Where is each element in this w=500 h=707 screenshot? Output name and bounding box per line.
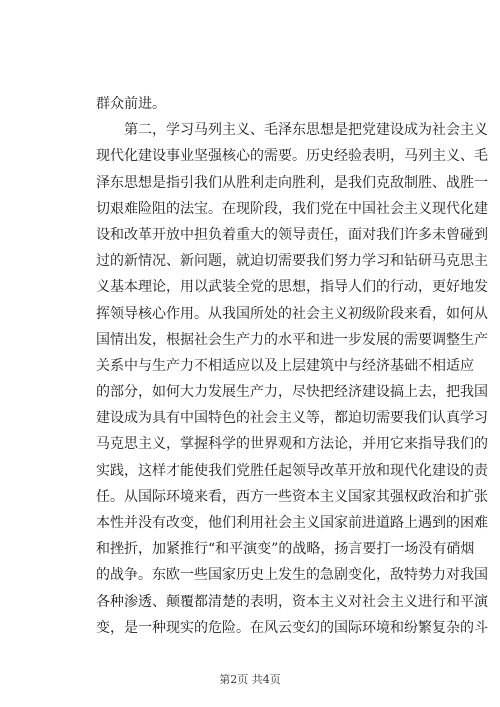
text-line: 和挫折，加紧推行“和平演变”的战略，扬言要打一场没有硝烟 bbox=[96, 541, 475, 558]
text-line: 挥领导核心作用。从我国所处的社会主义初级阶段来看，如何从 bbox=[96, 305, 488, 322]
text-line: 变，是一种现实的危险。在风云变幻的国际环境和纷繁复杂的斗 bbox=[96, 619, 488, 636]
text-line: 切艰难险阻的法宝。在现阶段，我们党在中国社会主义现代化建 bbox=[96, 200, 488, 217]
text-line: 国情出发，根据社会生产力的水平和进一步发展的需要调整生产 bbox=[96, 331, 488, 348]
text-line: 群众前进。 bbox=[96, 96, 166, 112]
text-line: 关系中与生产力不相适应以及上层建筑中与经济基础不相适应 bbox=[96, 357, 474, 374]
text-line: 的战争。东欧一些国家历史上发生的急剧变化，敌特势力对我国 bbox=[96, 567, 488, 584]
text-line: 本性并没有改变，他们利用社会主义国家前进道路上遇到的困难 bbox=[96, 515, 488, 531]
page-footer: 第2页 共4页 bbox=[219, 673, 281, 686]
text-line: 各种渗透、颠覆都清楚的表明，资本主义对社会主义进行和平演 bbox=[96, 593, 488, 610]
text-line: 实践，这样才能使我们党胜任起领导改革开放和现代化建设的责 bbox=[96, 462, 488, 479]
body-text bbox=[96, 91, 488, 641]
text-line: 现代化建设事业坚强核心的需要。历史经验表明，马列主义、毛 bbox=[96, 148, 488, 165]
text-line: 第二，学习马列主义、毛泽东思想是把党建设成为社会主义 bbox=[124, 122, 488, 139]
text-line: 任。从国际环境来看，西方一些资本主义国家其强权政治和扩张 bbox=[96, 488, 488, 505]
text-line: 泽东思想是指引我们从胜利走向胜利，是我们克敌制胜、战胜一 bbox=[96, 174, 488, 191]
text-line: 的部分，如何大力发展生产力，尽快把经济建设搞上去，把我国 bbox=[96, 384, 488, 401]
text-line: 义基本理论，用以武装全党的思想，指导人们的行动，更好地发 bbox=[96, 279, 488, 296]
text-line: 设和改革开放中担负着重大的领导责任，面对我们许多未曾碰到 bbox=[96, 226, 488, 243]
text-line: 马克思主义，掌握科学的世界观和方法论，并用它来指导我们的 bbox=[96, 436, 488, 453]
text-line: 过的新情况、新问题，就迫切需要我们努力学习和钻研马克思主 bbox=[96, 253, 488, 270]
text-line: 建设成为具有中国特色的社会主义等，都迫切需要我们认真学习 bbox=[96, 410, 488, 427]
